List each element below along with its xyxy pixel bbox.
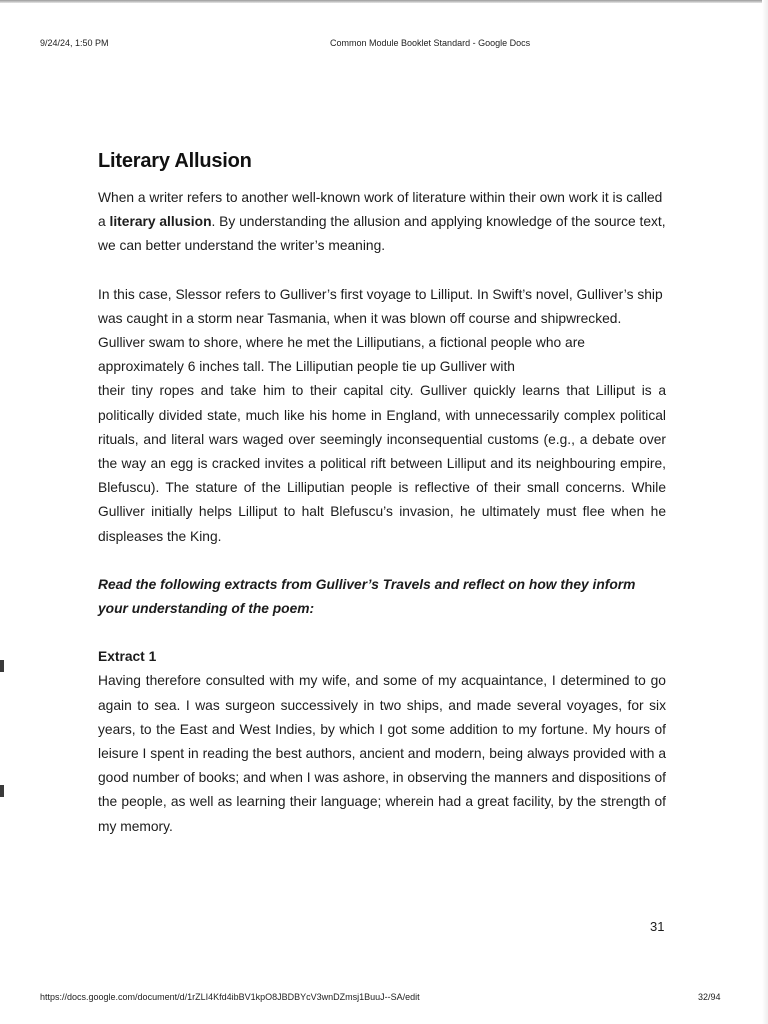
context-paragraph-part1: In this case, Slessor refers to Gulliver’s first voyage to Lilliput. In Swift’s novel, Gulliver’s ship was caught in a storm near Tasmania, when it was blown off course and shipwrecked. Gulliver swam to shore, where he met the Lilliputians, a fictional people who are approximately 6 inches tall. The Lilliputian people tie up Gulliver with <box>98 286 663 375</box>
page-number: 31 <box>650 919 665 934</box>
print-url: https://docs.google.com/document/d/1rZLI4Kfd4ibBV1kpO8JBDBYcV3wnDZmsj1BuuJ--SA/edit <box>40 992 420 1002</box>
scan-edge-top <box>0 0 768 3</box>
paragraph-gap <box>98 621 666 645</box>
scan-mark <box>0 785 4 797</box>
print-datetime: 9/24/24, 1:50 PM <box>40 38 109 48</box>
scan-mark <box>0 660 4 672</box>
print-page-count: 32/94 <box>698 992 721 1002</box>
scan-edge-right <box>762 0 768 1024</box>
reading-instruction: Read the following extracts from Gulliver’s Travels and reflect on how they inform your understanding of the poem: <box>98 576 636 617</box>
intro-text-end: . By understanding the allusion and applying knowledge of the source text, we can better understand the writer’s meaning. <box>98 214 666 254</box>
paragraph-gap <box>98 549 666 573</box>
extract-title: Extract 1 <box>98 649 157 665</box>
intro-bold-term: literary allusion <box>109 214 212 230</box>
intro-paragraph <box>98 186 666 259</box>
print-doc-title: Common Module Booklet Standard - Google Docs <box>330 38 531 48</box>
extract-text: Having therefore consulted with my wife, and some of my acquaintance, I determined to go again to sea. I was surgeon successively in two ships, and made several voyages, for six years, to the East and West Indies, by which I got some addition to my fortune. My hours of leisure I spent in reading the best authors, ancient and modern, being always provided with a good number of books; and when I was ashore, in observing the manners and dispositions of the people, as well as learning their language; wherein had a great facility, by the strength of my memory. <box>98 673 666 834</box>
intro-text-start: When a writer refers to another well-known work of literature within their own work it is called a <box>98 190 663 230</box>
paragraph-gap <box>98 259 666 283</box>
context-paragraph-part2: their tiny ropes and take him to their capital city. Gulliver quickly learns that Lilliput is a politically divided state, much like his home in England, with unnecessarily complex political rituals, and literal wars waged over seemingly inconsequential customs (e.g., a debate over the way an egg is cracked invites a political rift between Lilliput and its neighbouring empire, Blefuscu). The stature of the Lilliputian people is reflective of their small concerns. While Gulliver initially helps Lilliput to halt Blefuscu’s invasion, he ultimately must flee when he displeases the King. <box>98 383 666 544</box>
document-body <box>98 148 666 839</box>
section-title: Literary Allusion <box>98 150 252 172</box>
